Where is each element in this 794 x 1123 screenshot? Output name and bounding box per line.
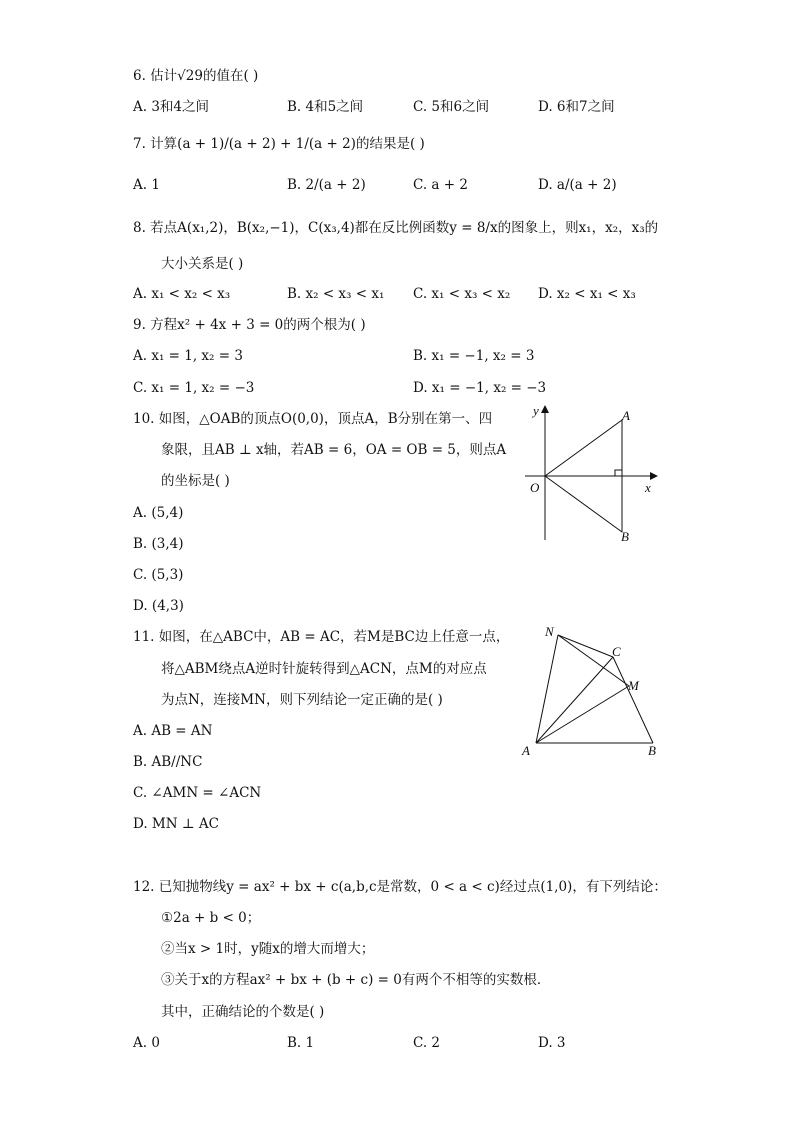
- q10-figure: [515, 400, 665, 550]
- q8-stem-line1: 8. 若点A(x₁,2)，B(x₂,−1)，C(x₃,4)都在反比例函数y = 8/x的图象上，则x₁，x₂，x₃的: [133, 220, 659, 236]
- q11-segment-ac: [536, 657, 613, 743]
- q10-x-axis-arrow: [650, 472, 658, 480]
- q12-stem: 12. 已知抛物线y = ax² + bx + c(a,b,c是常数，0 < a < c)经过点(1,0)，有下列结论：: [133, 879, 667, 895]
- q10-option-d: D. (4,3): [133, 598, 184, 614]
- q7-option-d: D. a/(a + 2): [538, 177, 617, 193]
- q7-option-b: B. 2/(a + 2): [287, 177, 366, 193]
- q6-option-a: A. 3和4之间: [133, 99, 210, 115]
- q10-right-angle-mark: [615, 470, 622, 476]
- q10-stem-line1: 10. 如图，△OAB的顶点O(0,0)，顶点A，B分别在第一、四: [133, 411, 493, 427]
- q10-segment-ob: [545, 476, 622, 532]
- q11-segment-bc: [613, 657, 653, 743]
- q9-option-d: D. x₁ = −1, x₂ = −3: [413, 380, 547, 396]
- q11-segment-am: [536, 686, 629, 743]
- q8-option-c: C. x₁ < x₃ < x₂: [413, 286, 511, 302]
- q9-option-b: B. x₁ = −1, x₂ = 3: [413, 348, 535, 364]
- q9-stem: 9. 方程x² + 4x + 3 = 0的两个根为( ): [133, 317, 366, 333]
- q11-stem-line2: 将△ABM绕点A逆时针旋转得到△ACN，点M的对应点: [161, 661, 487, 677]
- q11-stem-line3: 为点N，连接MN，则下列结论一定正确的是( ): [161, 692, 443, 708]
- q10-label-y: y: [533, 403, 539, 418]
- q12-ask: 其中，正确结论的个数是( ): [161, 1004, 325, 1020]
- q11-option-a: A. AB = AN: [133, 723, 213, 739]
- q11-option-b: B. AB//NC: [133, 754, 203, 770]
- q10-option-c: C. (5,3): [133, 567, 184, 583]
- q11-label-c: C: [612, 644, 621, 659]
- q11-segment-nc: [558, 635, 613, 657]
- q10-label-x: x: [645, 480, 651, 495]
- q8-stem-line2: 大小关系是( ): [161, 256, 244, 272]
- q12-option-c: C. 2: [413, 1035, 441, 1051]
- q12-option-d: D. 3: [538, 1035, 566, 1051]
- q10-y-axis-arrow: [541, 405, 549, 413]
- q12-option-a: A. 0: [133, 1035, 160, 1051]
- q10-option-b: B. (3,4): [133, 536, 184, 552]
- q8-option-b: B. x₂ < x₃ < x₁: [287, 286, 385, 302]
- q11-figure: [518, 620, 668, 765]
- q10-stem-line2: 象限，且AB ⊥ x轴，若AB = 6，OA = OB = 5，则点A: [161, 442, 507, 458]
- q12-conclusion-2: ②当x > 1时，y随x的增大而增大；: [161, 941, 375, 957]
- q6-option-c: C. 5和6之间: [413, 99, 490, 115]
- q10-stem-line3: 的坐标是( ): [161, 473, 230, 489]
- q10-label-o: O: [530, 480, 540, 495]
- q6-stem: 6. 估计√29的值在( ): [133, 68, 259, 84]
- q6-option-d: D. 6和7之间: [538, 99, 615, 115]
- q10-segment-oa: [545, 420, 622, 476]
- q9-option-c: C. x₁ = 1, x₂ = −3: [133, 380, 255, 396]
- q10-option-a: A. (5,4): [133, 505, 184, 521]
- q11-option-d: D. MN ⊥ AC: [133, 816, 219, 832]
- q7-stem: 7. 计算(a + 1)/(a + 2) + 1/(a + 2)的结果是( ): [133, 136, 425, 152]
- q7-option-c: C. a + 2: [413, 177, 468, 193]
- q11-stem-line1: 11. 如图，在△ABC中，AB = AC，若M是BC边上任意一点，: [133, 629, 510, 645]
- q12-conclusion-3: ③关于x的方程ax² + bx + (b + c) = 0有两个不相等的实数根．: [161, 972, 551, 988]
- q11-label-b: B: [648, 743, 656, 758]
- q11-label-n: N: [545, 624, 554, 639]
- q8-option-d: D. x₂ < x₁ < x₃: [538, 286, 636, 302]
- q9-option-a: A. x₁ = 1, x₂ = 3: [133, 348, 243, 364]
- q11-option-c: C. ∠AMN = ∠ACN: [133, 785, 262, 801]
- q7-option-a: A. 1: [133, 177, 160, 193]
- q11-label-m: M: [628, 678, 639, 693]
- q11-label-a: A: [522, 743, 530, 758]
- q10-label-b: B: [621, 529, 629, 544]
- q12-conclusion-1: ①2a + b < 0；: [161, 910, 261, 926]
- q8-option-a: A. x₁ < x₂ < x₃: [133, 286, 231, 302]
- q6-option-b: B. 4和5之间: [287, 99, 364, 115]
- q11-segment-an: [536, 635, 558, 743]
- q10-label-a: A: [622, 408, 630, 423]
- q12-option-b: B. 1: [287, 1035, 315, 1051]
